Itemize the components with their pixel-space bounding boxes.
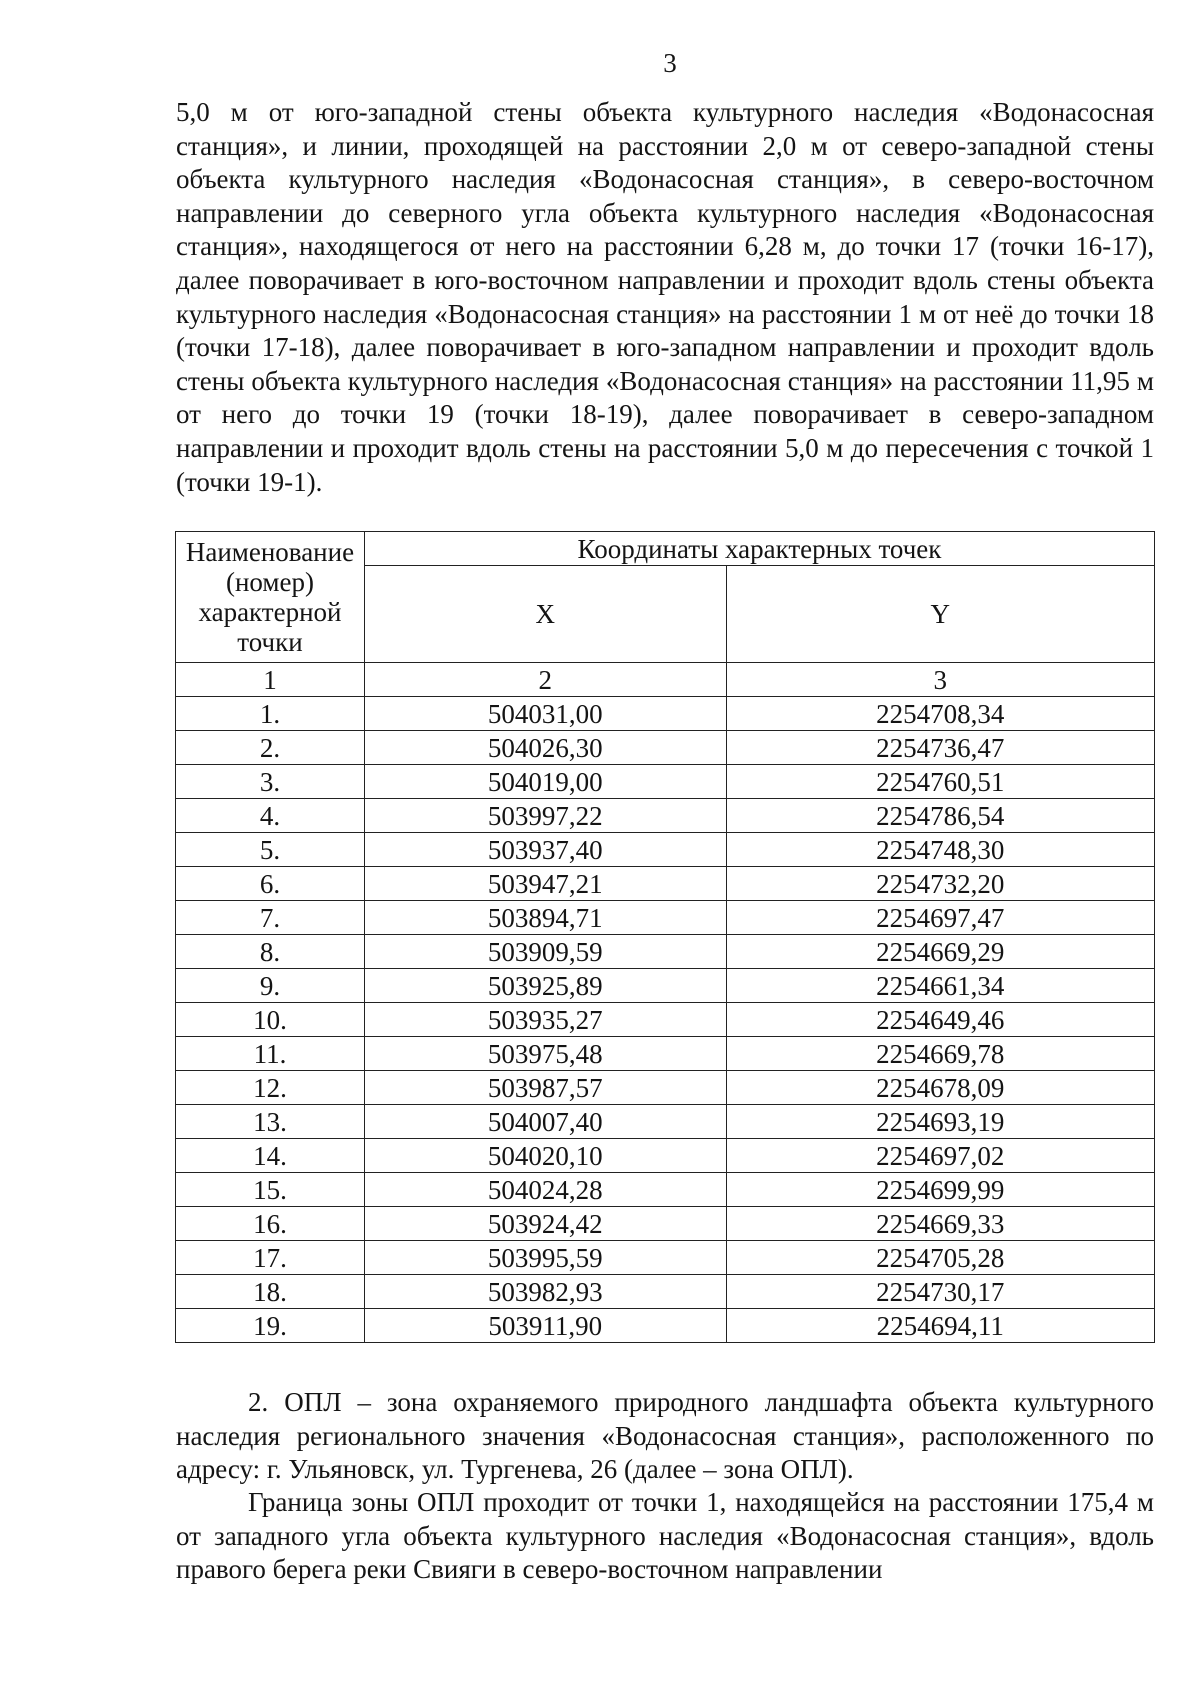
x-coordinate-cell: 503982,93: [364, 1275, 726, 1309]
point-number-cell: 17.: [176, 1241, 365, 1275]
table-row: [176, 1173, 1155, 1207]
x-coordinate-cell: 503995,59: [364, 1241, 726, 1275]
point-number-cell: 18.: [176, 1275, 365, 1309]
table-row: [176, 969, 1155, 1003]
table-row: [176, 697, 1155, 731]
point-number-cell: 7.: [176, 901, 365, 935]
table-row: [176, 1309, 1155, 1343]
header-x: X: [364, 566, 726, 663]
y-coordinate-cell: 2254678,09: [726, 1071, 1154, 1105]
point-number-cell: 1.: [176, 697, 365, 731]
table-row: [176, 935, 1155, 969]
y-coordinate-cell: 2254649,46: [726, 1003, 1154, 1037]
page-number: 3: [663, 48, 677, 78]
paragraph-opl-boundary: Граница зоны ОПЛ проходит от точки 1, находящейся на расстоянии 175,4 м от западного угла объекта культурного наследия «Водонасосная станция», вдоль правого берега реки Свияги в северо-восточном направлении: [176, 1487, 1154, 1585]
y-coordinate-cell: 2254786,54: [726, 799, 1154, 833]
table-row: [176, 799, 1155, 833]
point-number-cell: 4.: [176, 799, 365, 833]
point-number-cell: 13.: [176, 1105, 365, 1139]
column-number-2: 2: [364, 663, 726, 697]
x-coordinate-cell: 503924,42: [364, 1207, 726, 1241]
point-number-cell: 14.: [176, 1139, 365, 1173]
point-number-cell: 10.: [176, 1003, 365, 1037]
y-coordinate-cell: 2254697,02: [726, 1139, 1154, 1173]
table-row: [176, 1139, 1155, 1173]
table-row: [176, 1003, 1155, 1037]
y-coordinate-cell: 2254705,28: [726, 1241, 1154, 1275]
y-coordinate-cell: 2254730,17: [726, 1275, 1154, 1309]
point-number-cell: 15.: [176, 1173, 365, 1207]
x-coordinate-cell: 503997,22: [364, 799, 726, 833]
point-number-cell: 9.: [176, 969, 365, 1003]
y-coordinate-cell: 2254694,11: [726, 1309, 1154, 1343]
header-y: Y: [726, 566, 1154, 663]
table-row: [176, 833, 1155, 867]
table-row: [176, 1275, 1155, 1309]
column-number-3: 3: [726, 663, 1154, 697]
point-number-cell: 19.: [176, 1309, 365, 1343]
table-row: [176, 1071, 1155, 1105]
x-coordinate-cell: 503975,48: [364, 1037, 726, 1071]
y-coordinate-cell: 2254699,99: [726, 1173, 1154, 1207]
x-coordinate-cell: 503935,27: [364, 1003, 726, 1037]
x-coordinate-cell: 504007,40: [364, 1105, 726, 1139]
header-point-name: Наименование (номер) характерной точки: [176, 532, 365, 663]
y-coordinate-cell: 2254669,78: [726, 1037, 1154, 1071]
y-coordinate-cell: 2254697,47: [726, 901, 1154, 935]
x-coordinate-cell: 503894,71: [364, 901, 726, 935]
paragraph-boundary-description: 5,0 м от юго-западной стены объекта культурного наследия «Водонасосная станция», и линии, проходящей на расстоянии 2,0 м от северо-западной стены объекта культурного наследия «Водонасосная станция», в северо-восточном направлении до северного угла объекта культурного наследия «Водонасосная станция», находящегося от него на расстоянии 6,28 м, до точки 17 (точки 16-17), далее поворачивает в юго-восточном направлении и проходит вдоль стены объекта культурного наследия «Водонасосная станция» на расстоянии 1 м от неё до точки 18 (точки 17-18), далее поворачивает в юго-западном направлении и проходит вдоль стены объекта культурного наследия «Водонасосная станция» на расстоянии 11,95 м от него до точки 19 (точки 18-19), далее поворачивает в северо-западном направлении и проходит вдоль стены на расстоянии 5,0 м до пересечения с точкой 1 (точки 19-1).: [176, 97, 1154, 497]
table-row: [176, 867, 1155, 901]
y-coordinate-cell: 2254760,51: [726, 765, 1154, 799]
column-number-1: 1: [176, 663, 365, 697]
point-number-cell: 3.: [176, 765, 365, 799]
point-number-cell: 6.: [176, 867, 365, 901]
x-coordinate-cell: 503987,57: [364, 1071, 726, 1105]
point-number-cell: 5.: [176, 833, 365, 867]
x-coordinate-cell: 504031,00: [364, 697, 726, 731]
x-coordinate-cell: 504020,10: [364, 1139, 726, 1173]
point-number-cell: 2.: [176, 731, 365, 765]
y-coordinate-cell: 2254748,30: [726, 833, 1154, 867]
point-number-cell: 12.: [176, 1071, 365, 1105]
x-coordinate-cell: 503909,59: [364, 935, 726, 969]
header-coordinates: Координаты характерных точек: [364, 532, 1154, 566]
table-row: [176, 765, 1155, 799]
x-coordinate-cell: 504026,30: [364, 731, 726, 765]
y-coordinate-cell: 2254708,34: [726, 697, 1154, 731]
x-coordinate-cell: 503925,89: [364, 969, 726, 1003]
y-coordinate-cell: 2254661,34: [726, 969, 1154, 1003]
point-number-cell: 11.: [176, 1037, 365, 1071]
coordinates-table: [175, 531, 1155, 1343]
y-coordinate-cell: 2254669,33: [726, 1207, 1154, 1241]
point-number-cell: 16.: [176, 1207, 365, 1241]
table-row: [176, 731, 1155, 765]
table-row: [176, 901, 1155, 935]
table-row: [176, 1105, 1155, 1139]
y-coordinate-cell: 2254736,47: [726, 731, 1154, 765]
coordinates-table-body: [176, 697, 1155, 1343]
x-coordinate-cell: 504024,28: [364, 1173, 726, 1207]
x-coordinate-cell: 503937,40: [364, 833, 726, 867]
y-coordinate-cell: 2254693,19: [726, 1105, 1154, 1139]
table-row: [176, 1207, 1155, 1241]
x-coordinate-cell: 504019,00: [364, 765, 726, 799]
paragraph-opl-zone: 2. ОПЛ – зона охраняемого природного ландшафта объекта культурного наследия регионального значения «Водонасосная станция», расположенного по адресу: г. Ульяновск, ул. Тургенева, 26 (далее – зона ОПЛ).: [176, 1387, 1154, 1485]
x-coordinate-cell: 503911,90: [364, 1309, 726, 1343]
y-coordinate-cell: 2254732,20: [726, 867, 1154, 901]
point-number-cell: 8.: [176, 935, 365, 969]
table-row: [176, 1037, 1155, 1071]
y-coordinate-cell: 2254669,29: [726, 935, 1154, 969]
x-coordinate-cell: 503947,21: [364, 867, 726, 901]
table-row: [176, 1241, 1155, 1275]
